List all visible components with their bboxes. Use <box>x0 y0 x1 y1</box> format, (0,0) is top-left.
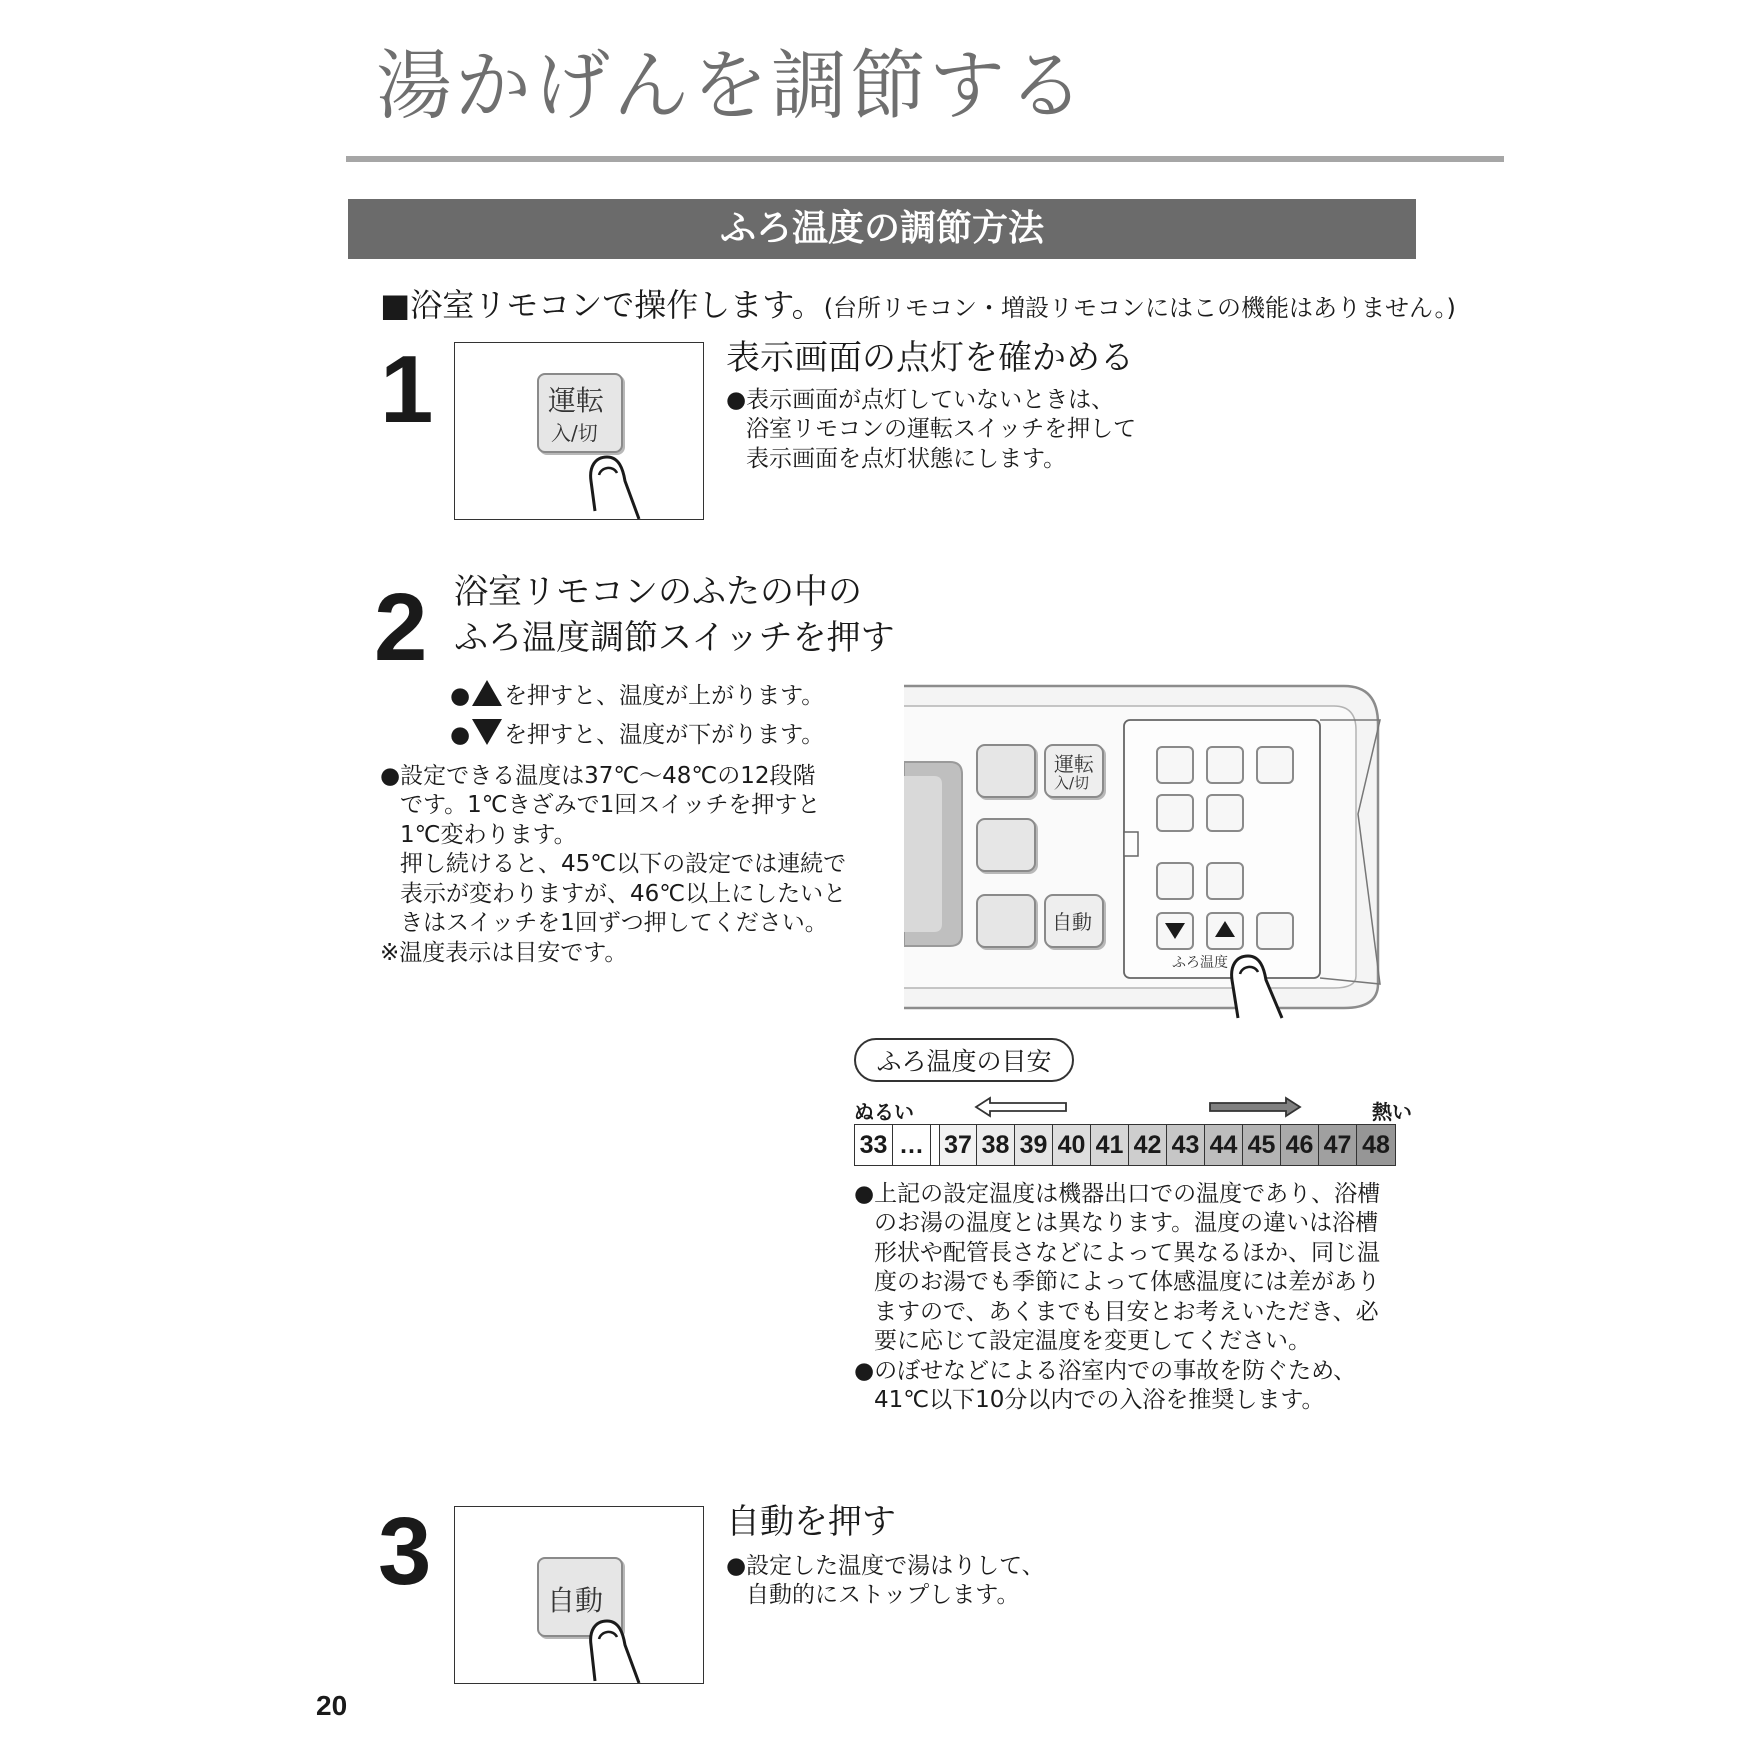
step2-heading-line-2: ふろ温度調節スイッチを押す <box>454 617 895 658</box>
temp-guide-title: ふろ温度の目安 <box>854 1038 1074 1082</box>
guide-note-4: 度のお湯でも季節によって体感温度には差があり <box>874 1269 1380 1296</box>
bullet-down-text: を押すと、温度が下がります。 <box>504 722 825 749</box>
step3-line-1: ●設定した温度で湯はりして、 <box>726 1553 1045 1579</box>
scale-cell: 42 <box>1129 1125 1167 1165</box>
temp-guide-notes <box>854 1180 1380 1416</box>
bullet-dot: ● <box>450 683 471 709</box>
section-title: ふろ温度の調節方法 <box>348 199 1416 259</box>
lid-key-3[interactable] <box>1256 746 1294 784</box>
triangle-up-icon <box>472 680 502 706</box>
step1-heading: 表示画面の点灯を確かめる <box>726 338 1134 378</box>
remote-auto-key[interactable] <box>1044 894 1104 948</box>
step2-detail-7: ※温度表示は目安です。 <box>380 939 628 966</box>
step1-illustration <box>454 342 704 520</box>
scale-cell: 39 <box>1015 1125 1053 1165</box>
remote-run-label-bottom: 入/切 <box>1054 774 1090 792</box>
blank-key-2[interactable] <box>976 818 1036 872</box>
temperature-scale <box>854 1124 1396 1166</box>
page-title: 湯かげんを調節する <box>376 41 1087 130</box>
scale-cell: 40 <box>1053 1125 1091 1165</box>
triangle-down-icon <box>472 719 502 745</box>
guide-note-1: ●上記の設定温度は機器出口での温度であり、浴槽 <box>854 1181 1381 1207</box>
step-number-3: 3 <box>378 1498 432 1605</box>
guide-note-8: 41℃以下10分以内での入浴を推奨します。 <box>874 1387 1325 1414</box>
remote-run-label-top: 運転 <box>1054 752 1094 776</box>
run-key-label-top: 運転 <box>548 384 605 417</box>
remote-auto-label: 自動 <box>1052 910 1092 934</box>
lid-key-1[interactable] <box>1156 746 1194 784</box>
bullet-up-text: を押すと、温度が上がります。 <box>504 683 825 709</box>
temp-high-label: 熱い <box>1372 1100 1412 1124</box>
step2-heading-line-1: 浴室リモコンのふたの中の <box>454 572 862 612</box>
lid-key-6[interactable] <box>1156 862 1194 900</box>
step-number-1: 1 <box>380 336 434 443</box>
bathroom-remote-illustration <box>904 684 1384 1020</box>
title-divider <box>346 156 1504 162</box>
step2-details <box>380 762 846 968</box>
furo-temp-label: ふろ温度 <box>1172 955 1228 971</box>
step3-line-2: 自動的にストップします。 <box>746 1582 1020 1609</box>
auto-key-label: 自動 <box>547 1584 604 1617</box>
step2-detail-4: 押し続けると、45℃以下の設定では連続で <box>400 851 847 878</box>
step2-detail-1: ●設定できる温度は37℃～48℃の12段階 <box>380 763 816 789</box>
bullet-dot: ● <box>450 722 471 749</box>
lid-key-4[interactable] <box>1156 794 1194 832</box>
blank-key-1[interactable] <box>976 744 1036 798</box>
scale-cell: 33 <box>855 1125 893 1165</box>
step2-detail-5: 表示が変わりますが、46℃以上にしたいと <box>400 880 847 907</box>
temp-down-key[interactable] <box>1156 912 1194 950</box>
remote-run-key[interactable] <box>1044 744 1104 798</box>
scale-cell: 45 <box>1243 1125 1281 1165</box>
step2-heading <box>454 570 895 662</box>
pointing-finger-icon <box>585 435 665 519</box>
scale-cell: 44 <box>1205 1125 1243 1165</box>
run-key-label-bottom: 入/切 <box>551 421 598 445</box>
intro-text <box>380 280 1456 326</box>
scale-cell: 46 <box>1281 1125 1319 1165</box>
lid-key-7[interactable] <box>1206 862 1244 900</box>
blank-key-3[interactable] <box>976 894 1036 948</box>
guide-note-3: 形状や配管長さなどによって異なるほか、同じ温 <box>874 1239 1380 1266</box>
pointing-finger-icon <box>585 1599 665 1683</box>
scale-cell: 43 <box>1167 1125 1205 1165</box>
scale-cell: 41 <box>1091 1125 1129 1165</box>
guide-note-6: 要に応じて設定温度を変更してください。 <box>874 1328 1311 1355</box>
scale-cell: 48 <box>1357 1125 1395 1165</box>
scale-cell: 37 <box>939 1125 977 1165</box>
intro-main: ■浴室リモコンで操作します。 <box>380 286 824 324</box>
arrow-left-icon <box>974 1096 1068 1118</box>
guide-note-7: ●のぼせなどによる浴室内での事故を防ぐため、 <box>854 1357 1357 1384</box>
step-number-2: 2 <box>374 574 428 681</box>
intro-note: (台所リモコン・増設リモコンにはこの機能はありません。) <box>823 294 1456 322</box>
step2-detail-2: です。1℃きざみで1回スイッチを押すと <box>400 792 821 819</box>
scale-cell: 47 <box>1319 1125 1357 1165</box>
temp-low-label: ぬるい <box>854 1100 914 1124</box>
guide-note-2: のお湯の温度とは異なります。温度の違いは浴槽 <box>874 1210 1379 1237</box>
step2-detail-6: きはスイッチを1回ずつ押してください。 <box>400 910 828 937</box>
page-number: 20 <box>316 1690 348 1721</box>
scale-cell: … <box>893 1125 931 1165</box>
arrow-right-icon <box>1208 1096 1302 1118</box>
step1-line-3: 表示画面を点灯状態にします。 <box>746 445 1067 472</box>
lid-key-5[interactable] <box>1206 794 1244 832</box>
step3-heading: 自動を押す <box>726 1502 896 1542</box>
triangle-down-icon <box>1165 923 1185 939</box>
step1-text <box>726 386 1136 474</box>
step3-illustration <box>454 1506 704 1684</box>
step3-text <box>726 1552 1045 1611</box>
step1-line-2: 浴室リモコンの運転スイッチを押して <box>746 416 1137 443</box>
step2-arrow-bullets <box>450 680 824 751</box>
lid-key-2[interactable] <box>1206 746 1244 784</box>
step1-line-1: ●表示画面が点灯していないときは、 <box>726 387 1115 413</box>
guide-note-5: ますので、あくまでも目安とお考えいただき、必 <box>874 1298 1379 1325</box>
scale-cell: 38 <box>977 1125 1015 1165</box>
step2-detail-3: 1℃変わります。 <box>400 821 577 848</box>
pointing-finger-icon <box>1226 932 1306 1020</box>
